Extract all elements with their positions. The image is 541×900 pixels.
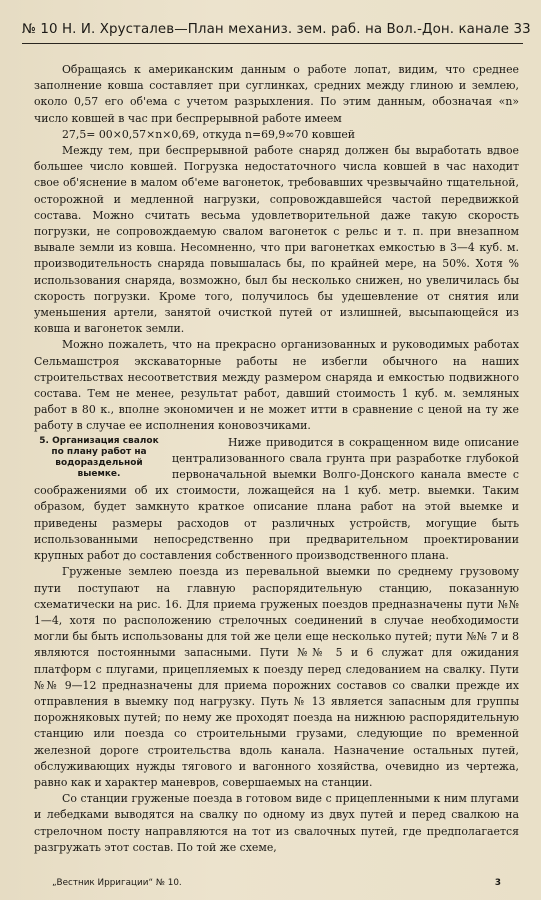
journal-name: „Вестник Ирригации“ № 10. [52,878,182,888]
paragraph-station: Груженые землею поезда из перевальной выемки по среднему грузовому пути поступают на главную распорядительную станцию, показанную схематически на рис. 16. Для приема груженых поездов предназначены пути №№ 1—4, хотя по расположению стрелочных соединений в случае необходимости могли бы быть использованы для той же цели еще несколько путей; пути №№ 7 и 8 являются постоянными запасными. Пути №№ 5 и 6 служат для ожидания платформ с плугами, прицепляемых к поезду перед следованием на свалку. Пути №№ 9—12 предназначены для приема порожних составов со свалки прежде их отправления в выемку под нагрузку. Путь № 13 является запасным для группы порожняковых путей; по нему же проходят поезда на нижнюю распорядительную станцию или поезда со строительными грузами, следующие по временной железной дороге строительства вдоль канала. Назначение остальных путей, обслуживающих нужды тягового и вагонного хозяйства, очевидно из чертежа, равно как и характер маневров, совершаемых на станции. [34,565,519,789]
section-heading: 5. Организация свалок по плану работ на водораздельной выемке. [39,435,159,479]
paragraph-trains: Со станции груженые поезда в готовом виде с прицепленными к ним плугами и лебедками выводятся на свалку по одному из двух путей и перед свалкою на стрелочном посту направляются на тот из свалочных путей, где предполагается разгружать этот состав. По той же схеме, [34,792,519,854]
paragraph-american-data: Обращаясь к американским данным о работе лопат, видим, что среднее заполнение ковша составляет при суглинках, средних между глиною и землею, около 0,57 его об'ема с учетом разрыхления. По этим данным, обозначая «n» число ковшей в час при беспрерывной работе имеем [34,63,519,125]
article-body [34,62,519,856]
page-footer [52,878,501,888]
paragraph-selmashstroy: Можно пожалеть, что на прекрасно организованных и руководимых работах Сельмашстроя экскаваторные работы не избегли обычного на наших строительствах несоответствия между размером снаряда и емкостью подвижного состава. Тем не менее, результат работ, давший стоимость 1 куб. м. земляных работ в 80 к., вполне экономичен и не может итти в сравнение с ценой на ту же работу в случае ее исполнения коновозчиками. [34,338,519,433]
paragraph-bucket-count: Между тем, при беспрерывной работе снаряд должен бы выработать вдвое большее число ковшей. Погрузка недостаточного числа ковшей в час находит свое об'яснение в малом об'еме вагонеток, требовавших чрезвычайно тщательной, осторожной и медленной нагрузки, сопровождавшейся частой передвижкой состава. Можно считать весьма удовлетворительной даже такую скорость погрузки, не сопровождаемую свалом вагонеток с рельс и т. п. при внезапном вывале земли из ковша. Несомненно, что при вагонетках емкостью в 3—4 куб. м. производительность снаряда повышалась бы, по крайней мере, на 50%. Хотя % использования снаряда, возможно, был бы несколько снижен, но увеличилась бы скорость погрузки. Кроме того, получилось бы удешевление от снятия или уменьшения артели, занятой очисткой путей от излишней, высыпающейся из ковша и вагонеток земли. [34,144,519,336]
paragraph-description: Ниже приводится в сокращенном виде описание централизованного свала грунта при разработке глубокой первоначальной выемки Волго-Донского канала вместе с соображениями об их стоимости, ложащейся на 1 куб. метр. выемки. Таким образом, будет замкнуто краткое описание плана работ на этой выемке и приведены размеры расходов от различных устройств, могущие быть использованными непосредственно при предварительном проектировании крупных работ до составления собственного производственного плана. [34,435,519,563]
section-5 [34,435,519,565]
running-header: № 10 Н. И. Хрусталев—План механиз. зем. раб. на Вол.-Дон. канале 33 [22,22,523,44]
formula: 27,5= 00×0,57×n×0,69, откуда n=69,9∞70 ковшей [62,127,356,141]
page-number: 3 [494,878,501,888]
